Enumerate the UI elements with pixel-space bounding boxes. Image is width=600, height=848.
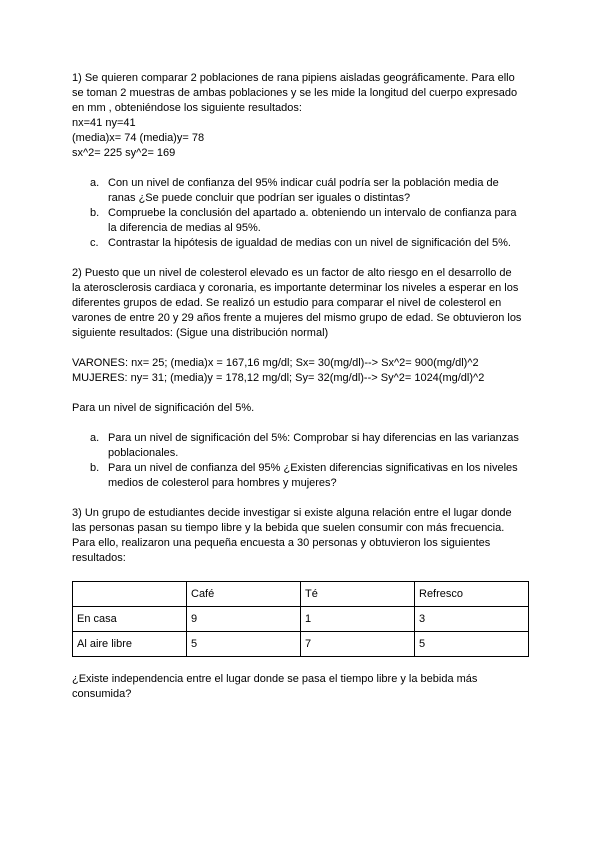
- subquestion-a: [72, 431, 524, 461]
- subquestion-b: [72, 461, 524, 491]
- table-cell: 3: [415, 607, 529, 632]
- table-header-cell: Té: [301, 582, 415, 607]
- document-page: [72, 71, 524, 702]
- list-marker: a.: [90, 177, 100, 189]
- table-cell: 1: [301, 607, 415, 632]
- table-header-row: [73, 582, 529, 607]
- list-marker: b.: [90, 462, 100, 474]
- list-marker: b.: [90, 207, 100, 219]
- problem-3-line: Para ello, realizaron una pequeña encuesta a 30 personas y obtuvieron los siguientes: [72, 537, 491, 549]
- subquestion-line: Compruebe la conclusión del apartado a. obteniendo un intervalo de confianza para: [108, 207, 517, 219]
- table-header-cell: Café: [187, 582, 301, 607]
- independence-question-line: consumida?: [72, 688, 132, 700]
- problem-2-subquestions: [72, 431, 524, 491]
- varones-data: VARONES: nx= 25; (media)x = 167,16 mg/dl; Sx= 30(mg/dl)--> Sx^2= 900(mg/dl)^2: [72, 357, 479, 369]
- list-marker: a.: [90, 432, 100, 444]
- subquestion-b: [72, 206, 524, 236]
- subquestion-line: poblacionales.: [108, 447, 179, 459]
- table-cell: 5: [187, 632, 301, 657]
- problem-2-line: la aterosclerosis cardiaca y coronaria, es importante determinar los niveles a esperar en los: [72, 282, 519, 294]
- subquestion-line: la diferencia de medias al 95%.: [108, 222, 261, 234]
- problem-2-line: varones de entre 20 y 29 años frente a mujeres del mismo grupo de edad. Se obtuvieron los: [72, 312, 522, 324]
- problem-3-line: las personas pasan su tiempo libre y la bebida que suelen consumir con más frecuencia.: [72, 522, 505, 534]
- subquestion-line: Para un nivel de significación del 5%: Comprobar si hay diferencias en las varianzas: [108, 432, 519, 444]
- subquestion-a: [72, 176, 524, 206]
- table-header-cell: Refresco: [415, 582, 529, 607]
- problem-1: [72, 71, 524, 251]
- table-header-cell: [73, 582, 187, 607]
- independence-question-line: ¿Existe independencia entre el lugar donde se pasa el tiempo libre y la bebida más: [72, 673, 478, 685]
- problem-3-line: 3) Un grupo de estudiantes decide investigar si existe alguna relación entre el lugar donde: [72, 507, 512, 519]
- problem-2-line: siguiente resultados: (Sigue una distribución normal): [72, 327, 329, 339]
- problem-2-line: diferentes grupos de edad. Se realizó un estudio para comparar el nivel de colesterol en: [72, 297, 502, 309]
- table-cell: 7: [301, 632, 415, 657]
- mujeres-data: MUJERES: ny= 31; (media)y = 178,12 mg/dl; Sy= 32(mg/dl)--> Sy^2= 1024(mg/dl)^2: [72, 372, 485, 384]
- subquestion-line: medios de colesterol para hombres y mujeres?: [108, 477, 337, 489]
- subquestion-line: Contrastar la hipótesis de igualdad de medias con un nivel de significación del 5%.: [108, 237, 511, 249]
- problem-1-data-line: (media)x= 74 (media)y= 78: [72, 132, 205, 144]
- subquestion-line: ranas ¿Se puede concluir que podrían ser iguales o distintas?: [108, 192, 411, 204]
- problem-1-data-line: sx^2= 225 sy^2= 169: [72, 147, 176, 159]
- subquestion-line: Para un nivel de confianza del 95% ¿Existen diferencias significativas en los niveles: [108, 462, 518, 474]
- table-cell: En casa: [73, 607, 187, 632]
- problem-1-line: 1) Se quieren comparar 2 poblaciones de rana pipiens aisladas geográficamente. Para ello: [72, 72, 515, 84]
- problem-1-data-line: nx=41 ny=41: [72, 117, 136, 129]
- table-cell: 5: [415, 632, 529, 657]
- table-cell: 9: [187, 607, 301, 632]
- contingency-table: [72, 581, 529, 657]
- table-cell: Al aire libre: [73, 632, 187, 657]
- problem-2-line: 2) Puesto que un nivel de colesterol elevado es un factor de alto riesgo en el desarrollo de: [72, 267, 512, 279]
- problem-3-line: resultados:: [72, 552, 126, 564]
- problem-1-line: se toman 2 muestras de ambas poblaciones y se les mide la longitud del cuerpo expresado: [72, 87, 518, 99]
- significance-note: Para un nivel de significación del 5%.: [72, 402, 255, 414]
- subquestion-c: [72, 236, 524, 251]
- table-row: [73, 632, 529, 657]
- subquestion-line: Con un nivel de confianza del 95% indicar cuál podría ser la población media de: [108, 177, 499, 189]
- list-marker: c.: [90, 237, 99, 249]
- problem-2: [72, 266, 524, 491]
- table-row: [73, 607, 529, 632]
- problem-1-subquestions: [72, 176, 524, 251]
- problem-1-line: en mm , obteniéndose los siguiente resultados:: [72, 102, 302, 114]
- problem-3: [72, 506, 524, 702]
